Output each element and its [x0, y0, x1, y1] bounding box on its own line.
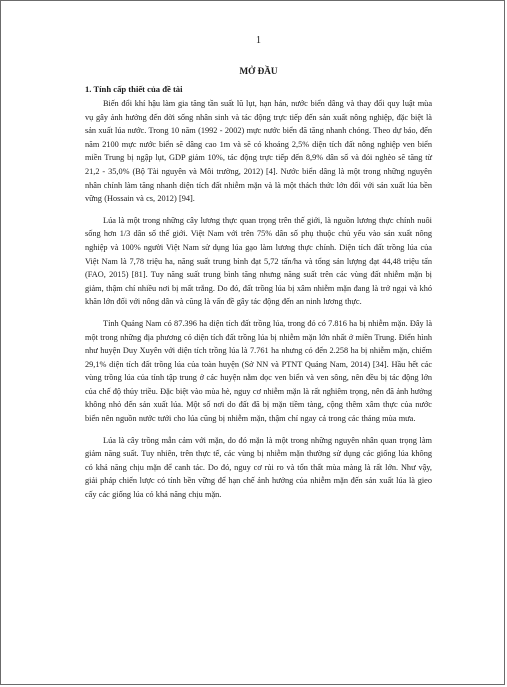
section-heading: 1. Tính cấp thiết của đề tài: [85, 84, 183, 94]
paragraph-rice-importance: Lúa là một trong những cây lương thực quan trọng trên thế giới, là nguồn lương thực chính nuôi sống hơn 1/3 dân số thế giới. Việt Nam với trên 75% dân số phụ thuộc chủ yếu vào sản xuất nông nghiệp và 100% người Việt Nam sử dụng lúa gạo làm lương thực chính. Diện tích đất trồng lúa của Việt Nam là 7,78 triệu ha, năng suất trung bình đạt 5,72 tấn/ha và tổng sản lượng đạt 44,48 triệu tấn (FAO, 2015) [81]. Tuy năng suất trung bình tăng nhưng năng suất trên các vùng đất nhiễm mặn bị giảm, thậm chí nhiều nơi bị mất trắng. Do đó, đất trồng lúa bị xâm nhiễm mặn đang là trở ngại và khó khăn lớn đối với nông dân và cũng là vấn đề gây tác động đến an ninh lương thực.: [85, 215, 432, 307]
page-number: 1: [256, 35, 261, 46]
page-content: [85, 35, 432, 510]
paragraph-quang-nam: Tỉnh Quảng Nam có 87.396 ha diện tích đất trồng lúa, trong đó có 7.816 ha bị nhiễm mặn. Đây là một trong những địa phương có diện tích đất trồng lúa bị nhiễm mặn lớn nhất ở miền Trung. Điển hình như huyện Duy Xuyên với diện tích trồng lúa là 7.761 ha nhưng có đến 2.258 ha bị nhiễm mặn, chiếm 29,1% diện tích đất trồng lúa của toàn huyện (Sở NN và PTNT Quảng Nam, 2014) [34]. Hầu hết các vùng trồng lúa của tỉnh tập trung ở các huyện nằm dọc ven biển và ven sông, nên đều bị tác động lớn của chế độ thủy triều. Đặc biệt vào mùa hè, nguy cơ nhiễm mặn là rất nghiêm trọng, nên đã ảnh hưởng không nhỏ đến sản xuất lúa. Một số nơi do đất đã bị mặn tiềm tàng, cộng thêm xâm thực của nước biển nên nguồn nước tưới cho lúa cũng bị nhiễm mặn, thậm chí ngay cả trong các tháng mùa mưa.: [85, 318, 432, 424]
paragraph-climate-change: Biến đổi khí hậu làm gia tăng tần suất lũ lụt, hạn hán, nước biển dâng và thay đổi quy luật mùa vụ gây ảnh hưởng đến đời sống nhân sinh và tác động trực tiếp đến sản xuất nông nghiệp, đặc biệt là sản xuất lúa nước. Trong 10 năm (1992 - 2002) mực nước biển đã tăng nhanh chóng. Theo dự báo, đến năm 2100 mực nước biển sẽ dâng cao 1m và sẽ có khoảng 2,5% diện tích đất nông nghiệp ven biển miền Trung bị ngập lụt, GDP giảm 10%, tác động trực tiếp đến 8,9% dân số và đói nghèo sẽ tăng từ 21,2 - 35,0% (Bộ Tài nguyên và Môi trường, 2012) [4]. Nước biển dâng là một trong những nguyên nhân chính làm tăng nhanh diện tích đất nhiễm mặn và là một thách thức lớn đối với sản xuất lúa bền vững (Hossain và cs, 2012) [94].: [85, 99, 432, 204]
paragraph-salt-tolerance: Lúa là cây trồng mẫn cảm với mặn, do đó mặn là một trong những nguyên nhân quan trọng làm giảm năng suất. Tuy nhiên, trên thực tế, các vùng bị nhiễm mặn thường sử dụng các giống lúa không có khả năng chịu mặn để canh tác. Do đó, nguy cơ rủi ro và tổn thất mùa màng là rất lớn. Như vậy, giải pháp chiến lược có tính bền vững để hạn chế ảnh hưởng của nhiễm mặn đến sản xuất lúa là gieo cấy các giống lúa có khả năng chịu mặn.: [85, 435, 432, 500]
chapter-title: MỞ ĐẦU: [239, 66, 278, 76]
